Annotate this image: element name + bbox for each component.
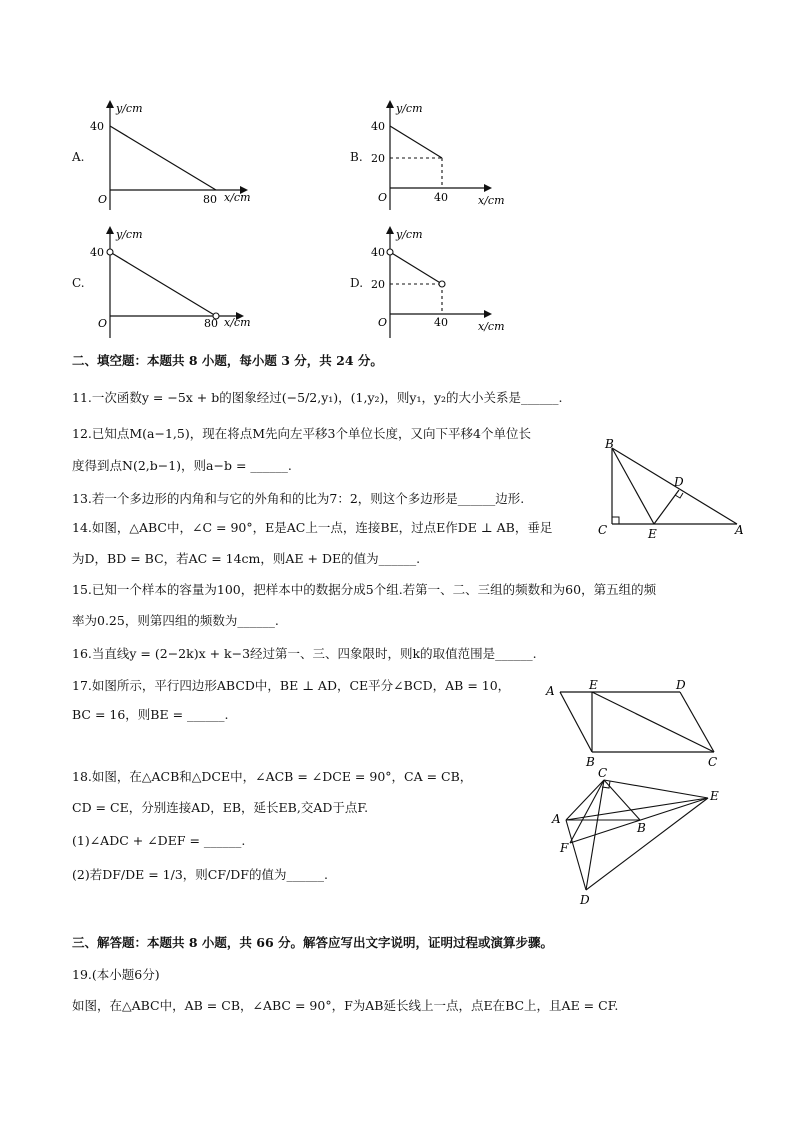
question-19-title: 19.(本小题6分) bbox=[72, 967, 160, 982]
option-c-label: C. bbox=[72, 276, 85, 290]
point-a-label: A bbox=[546, 684, 555, 698]
question-14-line1: 14.如图，△ABC中，∠C = 90°，E是AC上一点，连接BE，过点E作DE ⊥ AB，垂足 bbox=[72, 520, 553, 535]
option-b-graph bbox=[368, 98, 518, 210]
origin-label: O bbox=[378, 316, 388, 329]
point-c-label: C bbox=[598, 523, 608, 537]
y-axis-label: y/cm bbox=[396, 228, 423, 241]
question-18-part2: (2)若DF/DE = 1/3，则CF/DF的值为______. bbox=[72, 867, 328, 882]
point-d-label: D bbox=[676, 678, 686, 692]
y-tick-40: 40 bbox=[371, 120, 385, 133]
point-c-label: C bbox=[708, 755, 718, 769]
y-axis-label: y/cm bbox=[396, 102, 423, 115]
question-13: 13.若一个多边形的内角和与它的外角和的比为7：2，则这个多边形是______边形. bbox=[72, 491, 525, 506]
option-a-label: A. bbox=[72, 150, 85, 164]
point-e-label: E bbox=[710, 789, 719, 803]
question-17-line2: BC = 16，则BE = ______. bbox=[72, 707, 229, 722]
x-tick-80: 80 bbox=[203, 193, 217, 206]
option-a-graph bbox=[88, 98, 258, 210]
section2-heading: 二、填空题：本题共 8 小题，每小题 3 分，共 24 分。 bbox=[72, 353, 383, 368]
section3-heading: 三、解答题：本题共 8 小题，共 66 分。解答应写出文字说明，证明过程或演算步骤。 bbox=[72, 935, 554, 950]
x-axis-label: x/cm bbox=[224, 191, 251, 204]
y-tick-20: 20 bbox=[371, 278, 385, 291]
point-b-label: B bbox=[586, 755, 595, 769]
y-axis-label: y/cm bbox=[116, 228, 143, 241]
point-d-label: D bbox=[674, 475, 684, 489]
question-15-line1: 15.已知一个样本的容量为100，把样本中的数据分成5个组.若第一、二、三组的频数和为60，第五组的频 bbox=[72, 582, 657, 597]
y-tick-40: 40 bbox=[371, 246, 385, 259]
question-11: 11.一次函数y = −5x + b的图象经过(−5/2,y₁)，(1,y₂)，则y₁，y₂的大小关系是______. bbox=[72, 390, 563, 405]
point-e-label: E bbox=[648, 527, 657, 541]
y-tick-40: 40 bbox=[90, 120, 104, 133]
figure-q14-triangle bbox=[592, 436, 752, 542]
question-18-line1: 18.如图，在△ACB和△DCE中，∠ACB = ∠DCE = 90°，CA = CB， bbox=[72, 769, 473, 784]
option-c-graph bbox=[88, 224, 258, 338]
x-axis-label: x/cm bbox=[224, 316, 251, 329]
question-17-line1: 17.如图所示，平行四边形ABCD中，BE ⊥ AD，CE平分∠BCD，AB = 10， bbox=[72, 678, 511, 693]
point-d-label: D bbox=[580, 893, 590, 907]
question-12-line2: 度得到点N(2,b−1)，则a−b = ______. bbox=[72, 458, 292, 473]
question-18-part1: (1)∠ADC + ∠DEF = ______. bbox=[72, 833, 246, 848]
x-tick-80: 80 bbox=[204, 317, 218, 330]
origin-label: O bbox=[98, 317, 108, 330]
point-a-label: A bbox=[552, 812, 561, 826]
point-f-label: F bbox=[560, 841, 569, 855]
x-axis-label: x/cm bbox=[478, 194, 505, 207]
question-19-text: 如图，在△ABC中，AB = CB，∠ABC = 90°，F为AB延长线上一点，点E在BC上，且AE = CF. bbox=[72, 998, 619, 1013]
point-c-label: C bbox=[598, 766, 608, 780]
question-14-line2: 为D，BD = BC，若AC = 14cm，则AE + DE的值为______. bbox=[72, 551, 421, 566]
figure-q18-triangles bbox=[548, 764, 728, 908]
point-a-label: A bbox=[735, 523, 744, 537]
option-b-label: B. bbox=[350, 150, 363, 164]
option-d-label: D. bbox=[350, 276, 364, 290]
question-16: 16.当直线y = (2−2k)x + k−3经过第一、三、四象限时，则k的取值范围是______. bbox=[72, 646, 537, 661]
y-tick-20: 20 bbox=[371, 152, 385, 165]
option-d-graph bbox=[368, 224, 518, 338]
x-axis-label: x/cm bbox=[478, 320, 505, 333]
x-tick-40: 40 bbox=[434, 316, 448, 329]
point-e-label: E bbox=[589, 678, 598, 692]
origin-label: O bbox=[378, 191, 388, 204]
question-18-line2: CD = CE，分别连接AD，EB，延长EB,交AD于点F. bbox=[72, 800, 369, 815]
y-axis-label: y/cm bbox=[116, 102, 143, 115]
point-b-label: B bbox=[637, 821, 646, 835]
point-b-label: B bbox=[605, 437, 614, 451]
y-tick-40: 40 bbox=[90, 246, 104, 259]
figure-q17-parallelogram bbox=[540, 674, 730, 770]
origin-label: O bbox=[98, 193, 108, 206]
x-tick-40: 40 bbox=[434, 191, 448, 204]
question-15-line2: 率为0.25，则第四组的频数为______. bbox=[72, 613, 279, 628]
question-12-line1: 12.已知点M(a−1,5)，现在将点M先向左平移3个单位长度，又向下平移4个单位长 bbox=[72, 426, 531, 441]
